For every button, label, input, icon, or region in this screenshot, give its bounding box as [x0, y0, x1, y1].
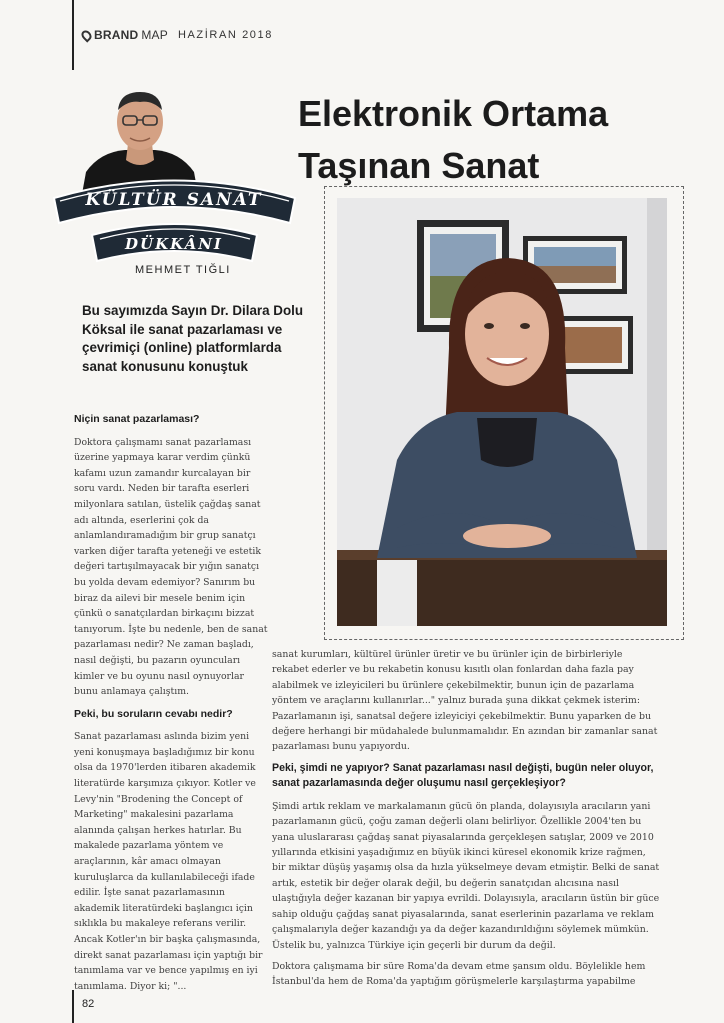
article-lead: Bu sayımızda Sayın Dr. Dilara Dolu Köksal ile sanat pazarlaması ve çevrimiçi (online) platformlarda sanat konusunu konuştuk [82, 303, 304, 374]
answer-paragraph-4: Doktora çalışmama bir süre Roma'da devam etme şansım oldu. Böylelikle hem İstanbul'da hem de Roma'da yaptığım görüşmelerle karşılaştırma yapabilme [272, 960, 646, 988]
question-heading-1: Niçin sanat pazarlaması? [74, 413, 200, 425]
brand-logo [82, 28, 168, 42]
question-heading-3: Peki, şimdi ne yapıyor? Sanat pazarlaması nasıl değişti, bugün neler oluyor, sanat pazarlamasında değer oluşumu nasıl gerçekleşiyor? [272, 761, 654, 790]
issue-date: HAZİRAN 2018 [177, 29, 273, 41]
left-column [74, 412, 270, 1001]
column-banner [52, 163, 297, 278]
brand-logo-bold: BRAND [94, 28, 139, 42]
interviewee-photo [337, 198, 667, 626]
top-rule [72, 0, 74, 70]
article-title-line-1: Elektronik Ortama [298, 93, 609, 134]
question-heading-2: Peki, bu soruların cevabı nedir? [74, 707, 233, 720]
article-title-line-2: Taşınan Sanat [298, 145, 540, 186]
magazine-header [82, 28, 273, 42]
map-pin-icon [79, 28, 93, 42]
column-title-line-1: KÜLTÜR SANAT [85, 190, 263, 210]
answer-paragraph-2: Sanat pazarlaması aslında bizim yeni yeni konuşmaya başladığımız bir konu olsa da 1970'lerden itibaren akademik literatürde karşımıza çıkıyor. Kotler ve Levy'nin "Brodening the Concept of Marketing" makalesini pazarlama alanında çalışan herkes hatırlar. Bu makalede pazarlama yöntem ve araçlarının, kâr amacı olmayan kuruluşlarca da kullanılabileceği ifade edilir. İşte sanat pazarlamasının akademik literatürdeki başlangıcı için sıklıkla bu makaleye referans verilir. Ancak Kotler'ın bir başka çalışmasında, direkt sanat pazarlaması için yaptığı bir tanımlama var ve bence yapılmış en iyi tanımlama. Diyor ki; "... [74, 731, 263, 992]
brand-logo-rest: MAP [141, 28, 168, 42]
author-name: MEHMET TIĞLI [135, 264, 231, 276]
answer-paragraph-2-continued: sanat kurumları, kültürel ürünler üretir ve bu ürünler için de birbirleriyle rekabet ederler ve bu rekabetin konusu kısıtlı olan fonlardan daha fazla pay alabilmek ve izleyicileri bu ürünlere çekebilmektir, bunun için de pazarlama yöntem ve araçlarını kullanırlar..." yalnız burada şuna dikkat çekmek isterim: Pazarlamanın işi, sanatsal değere izleyiciyi çekebilmektir. Bunu yaparken de bu değere herhangi bir müdahalede bulunmamalıdır. En azından bir zamanlar sanat pazarlaması bunu yapıyordu. [272, 649, 658, 753]
answer-paragraph-1: Doktora çalışmamı sanat pazarlaması üzerine yapmaya karar verdim çünkü kafamı uzun zamandır kurcalayan bir soru vardı. Neden bir tarafta eserleri milyonlara satılan, üstelik çağdaş sanat adı altında, eserlerini çok da anlamlandıramadığım bir grup sanatçı varken diğer tarafta yeteneği ve estetik değeri tartışılmayacak bir yığın sanatçı bu yolda devam edemiyor? Sanırım bu biraz da ailevi bir mesele benim için çünkü o sanatçılardan birkaçını bizzat tanıyorum. İşte bu nedenle, ben de sanat pazarlaması nedir? Ne zaman başladı, nasıl değişti, bu pazarın oyuncuları kimler ve bu oyunu nasıl oynuyorlar bunu anlamaya çalıştım. [74, 436, 268, 698]
page-number: 82 [82, 998, 95, 1010]
answer-paragraph-3: Şimdi artık reklam ve markalamanın gücü ön planda, dolayısıyla aracıların yani pazarlamanın gücü, çoğu zaman değerli olanı belirliyor. Özellikle 2004'ten bu yana uluslararası çağdaş sanat piyasalarında gerçekleşen satışlar, 2009 ve 2010 yıllarında etkisini yaşadığımız en büyük ikinci küresel ekonomik krize rağmen, bir miktar düşüş yaşamış olsa da hızla yükselmeye devam etmiştir. Belki de sanat artık, estetik bir değer olarak değil, bu değerin sanatçıdan alıcısına nasıl ulaştığıyla değer kazanan bir yapıya evrildi. Dolayısıyla, aracıların üstün bir güce sahip olduğu çağdaş sanat piyasalarında, sanat eserlerinin pazarlama ve reklam çalışmalarıyla değer kazandığı ya da değer kazandırıldığını söylemek mümkün. Üstelik bu, yalnızca Türkiye için geçerli bir durum da değil. [272, 800, 660, 951]
right-column [272, 647, 662, 996]
column-title-line-2: DÜKKÂNI [125, 235, 223, 253]
article-title [298, 88, 708, 192]
